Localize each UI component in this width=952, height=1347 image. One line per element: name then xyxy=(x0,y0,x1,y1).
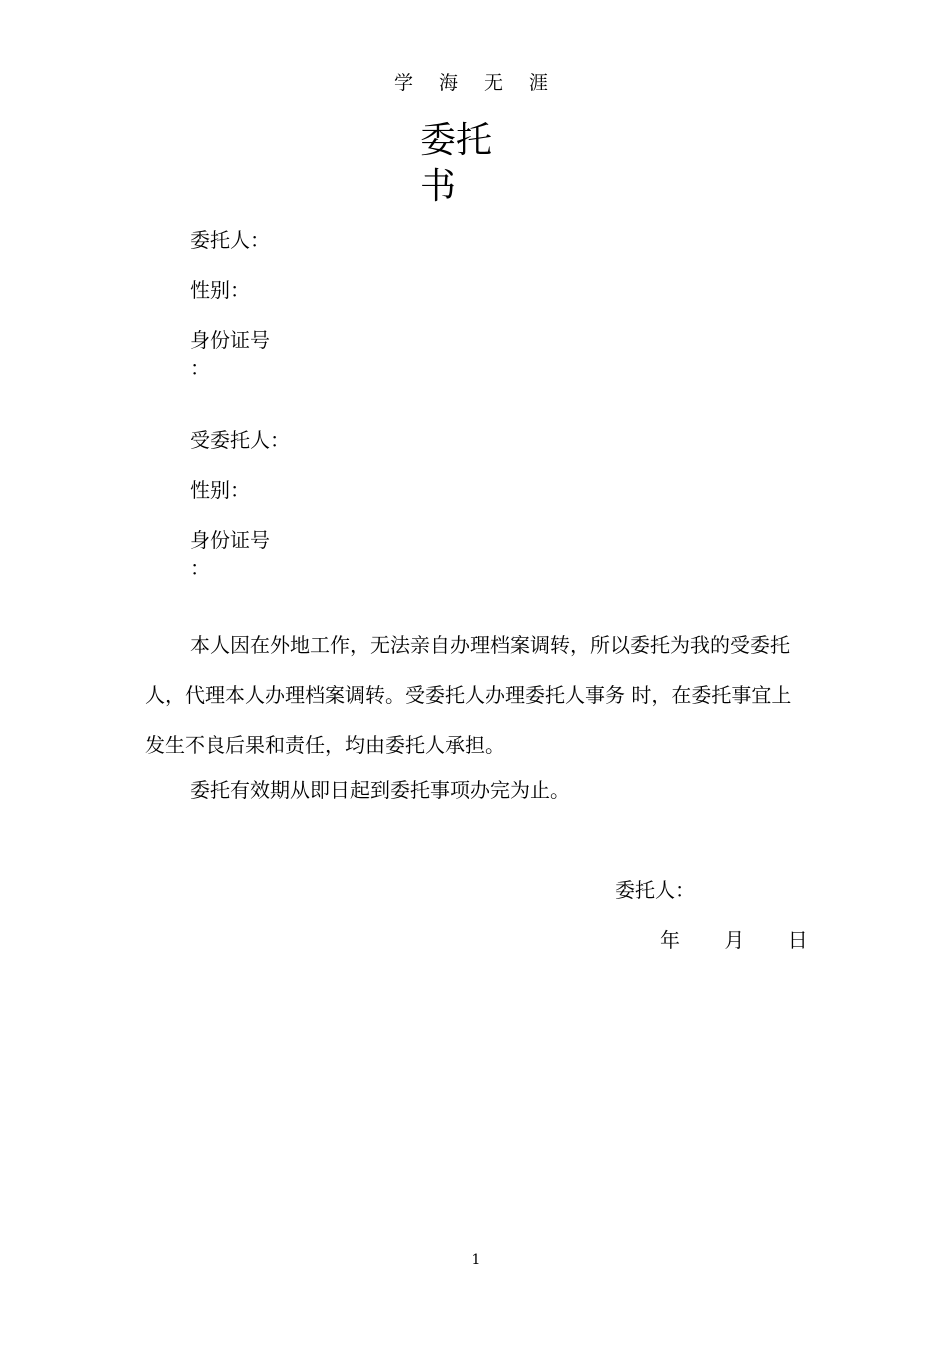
date-month: 月 xyxy=(724,928,745,952)
date-day: 日 xyxy=(787,928,808,952)
principal-id-colon: ： xyxy=(190,356,210,380)
page-number: 1 xyxy=(471,1252,481,1268)
principal-id-label: 身份证号 xyxy=(190,328,270,352)
authorization-text: 本人因在外地工作，无法亲自办理档案调转，所以委托为我的受委托人，代理本人办理档案调转。受委托人办理委托人事务 时，在委托事宜上发生不良后果和责任，均由委托人承担。 xyxy=(145,633,792,757)
authorization-paragraph xyxy=(145,620,805,770)
agent-name-label: 受委托人： xyxy=(190,428,290,452)
agent-id-label: 身份证号 xyxy=(190,528,270,552)
principal-name-label: 委托人： xyxy=(190,228,270,252)
document-title: 委托书 xyxy=(420,120,493,207)
agent-gender-label: 性别： xyxy=(190,478,250,502)
date-year: 年 xyxy=(660,928,680,952)
page-header: 学 海 无 涯 xyxy=(393,72,559,94)
validity-statement: 委托有效期从即日起到委托事项办完为止。 xyxy=(190,778,570,802)
date-line xyxy=(660,925,808,955)
principal-gender-label: 性别： xyxy=(190,278,250,302)
signature-label: 委托人： xyxy=(615,878,695,902)
agent-id-colon: ： xyxy=(190,556,210,580)
